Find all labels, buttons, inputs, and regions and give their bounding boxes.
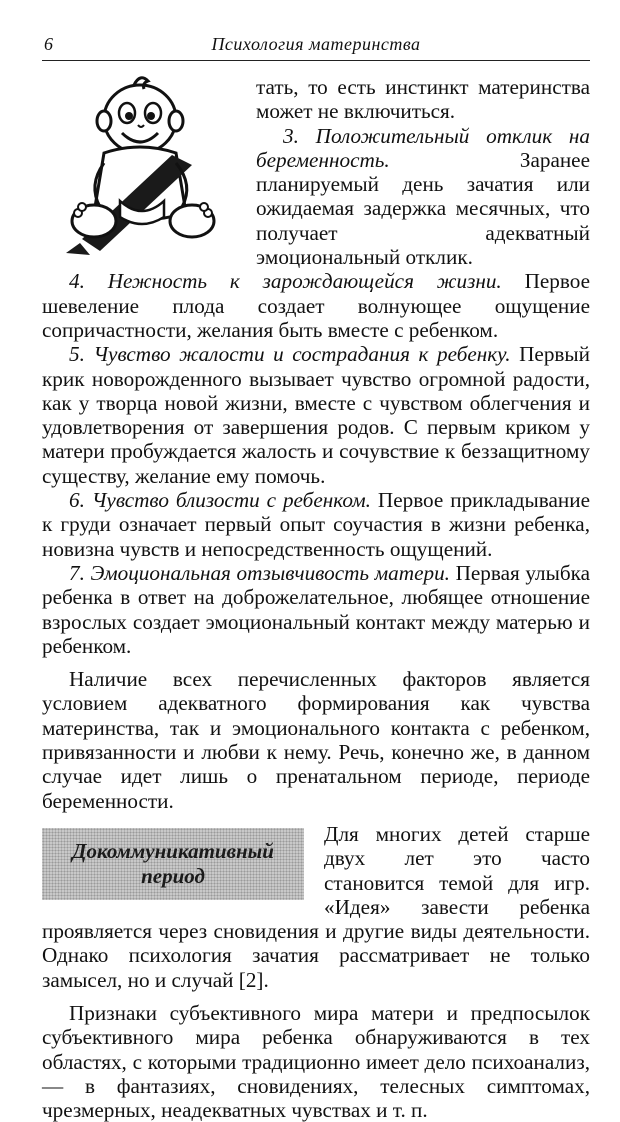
paragraph-factor-4 [42, 269, 590, 342]
factor-5-term: 5. Чувство жалости и сострадания к ребенку. [69, 342, 511, 367]
factor-6-term: 6. Чувство близости с ребенком. [69, 488, 371, 513]
factor-7-term: 7. Эмоциональная отзывчивость матери. [69, 560, 450, 585]
running-title: Психология материнства [211, 34, 421, 54]
paragraph-precommunicative: Для многих детей старше двух лет это часто становится темой для игр. «Идея» завести ребенка проявляется через сновидения и другие виды деятельности. Однако психология зачатия рассматривает не только замысел, но и случай [2]. [42, 821, 590, 992]
page-number: 6 [44, 34, 53, 54]
factor-7-text: Первая улыбка ребенка в ответ на доброжелательное, любящее отношение взрослых создает эмоциональный контакт между матерью и ребенком. [42, 560, 590, 658]
factor-4-term: 4. Нежность к зарождающейся жизни. [69, 269, 502, 294]
factor-5-text: Первый крик новорожденного вызывает чувство огромной радости, как у творца новой жизни, вместе с чувством облегчения и удовлетворения от завершения родов. С первым криком у матери пробуждается жалость и сочувствие к беззащитному существу, желание ему помочь. [42, 342, 590, 488]
factor-3-text: Заранее планируемый день зачатия или ожидаемая задержка месячных, что получает адекватный эмоциональный отклик. [256, 147, 590, 270]
factor-3-term: 3. Положительный отклик на беременность. [256, 123, 590, 172]
paragraph-factor-6 [42, 488, 590, 561]
paragraph-summary: Наличие всех перечисленных факторов является условием адекватного формирования как чувства материнства, так и эмоционального контакта с ребенком, привязанности и любви к нему. Речь, конечно же, в данном случае идет лишь о пренатальном периоде, периоде беременности. [42, 667, 590, 813]
section-heading-box [42, 828, 304, 900]
section-heading: Докоммуникативный период [72, 838, 274, 888]
baby-cartoon-icon [42, 71, 242, 261]
paragraph-signs: Признаки субъективного мира матери и предпосылок субъективного мира ребенка обнаруживаются в тех областях, с которыми традиционно имеет дело психоанализ, — в фантазиях, сновидениях, телесных симптомах, чрезмерных, неадекватных чувствах и т. п. [42, 1000, 590, 1122]
page-body [42, 75, 590, 1122]
running-header [42, 30, 590, 61]
paragraph-continuation: тать, то есть инстинкт материнства может не включиться. [256, 75, 590, 124]
paragraph-factor-5 [42, 342, 590, 488]
factor-6-text: Первое прикладывание к груди означает первый опыт соучастия в жизни ребенка, новизна чувств и непосредственность ощущений. [42, 488, 590, 561]
book-page [42, 30, 590, 1122]
paragraph-factor-7 [42, 561, 590, 658]
factor-4-text: Первое шевеление плода создает волнующее ощущение сопричастности, желания быть вместе с ребенком. [42, 269, 590, 342]
